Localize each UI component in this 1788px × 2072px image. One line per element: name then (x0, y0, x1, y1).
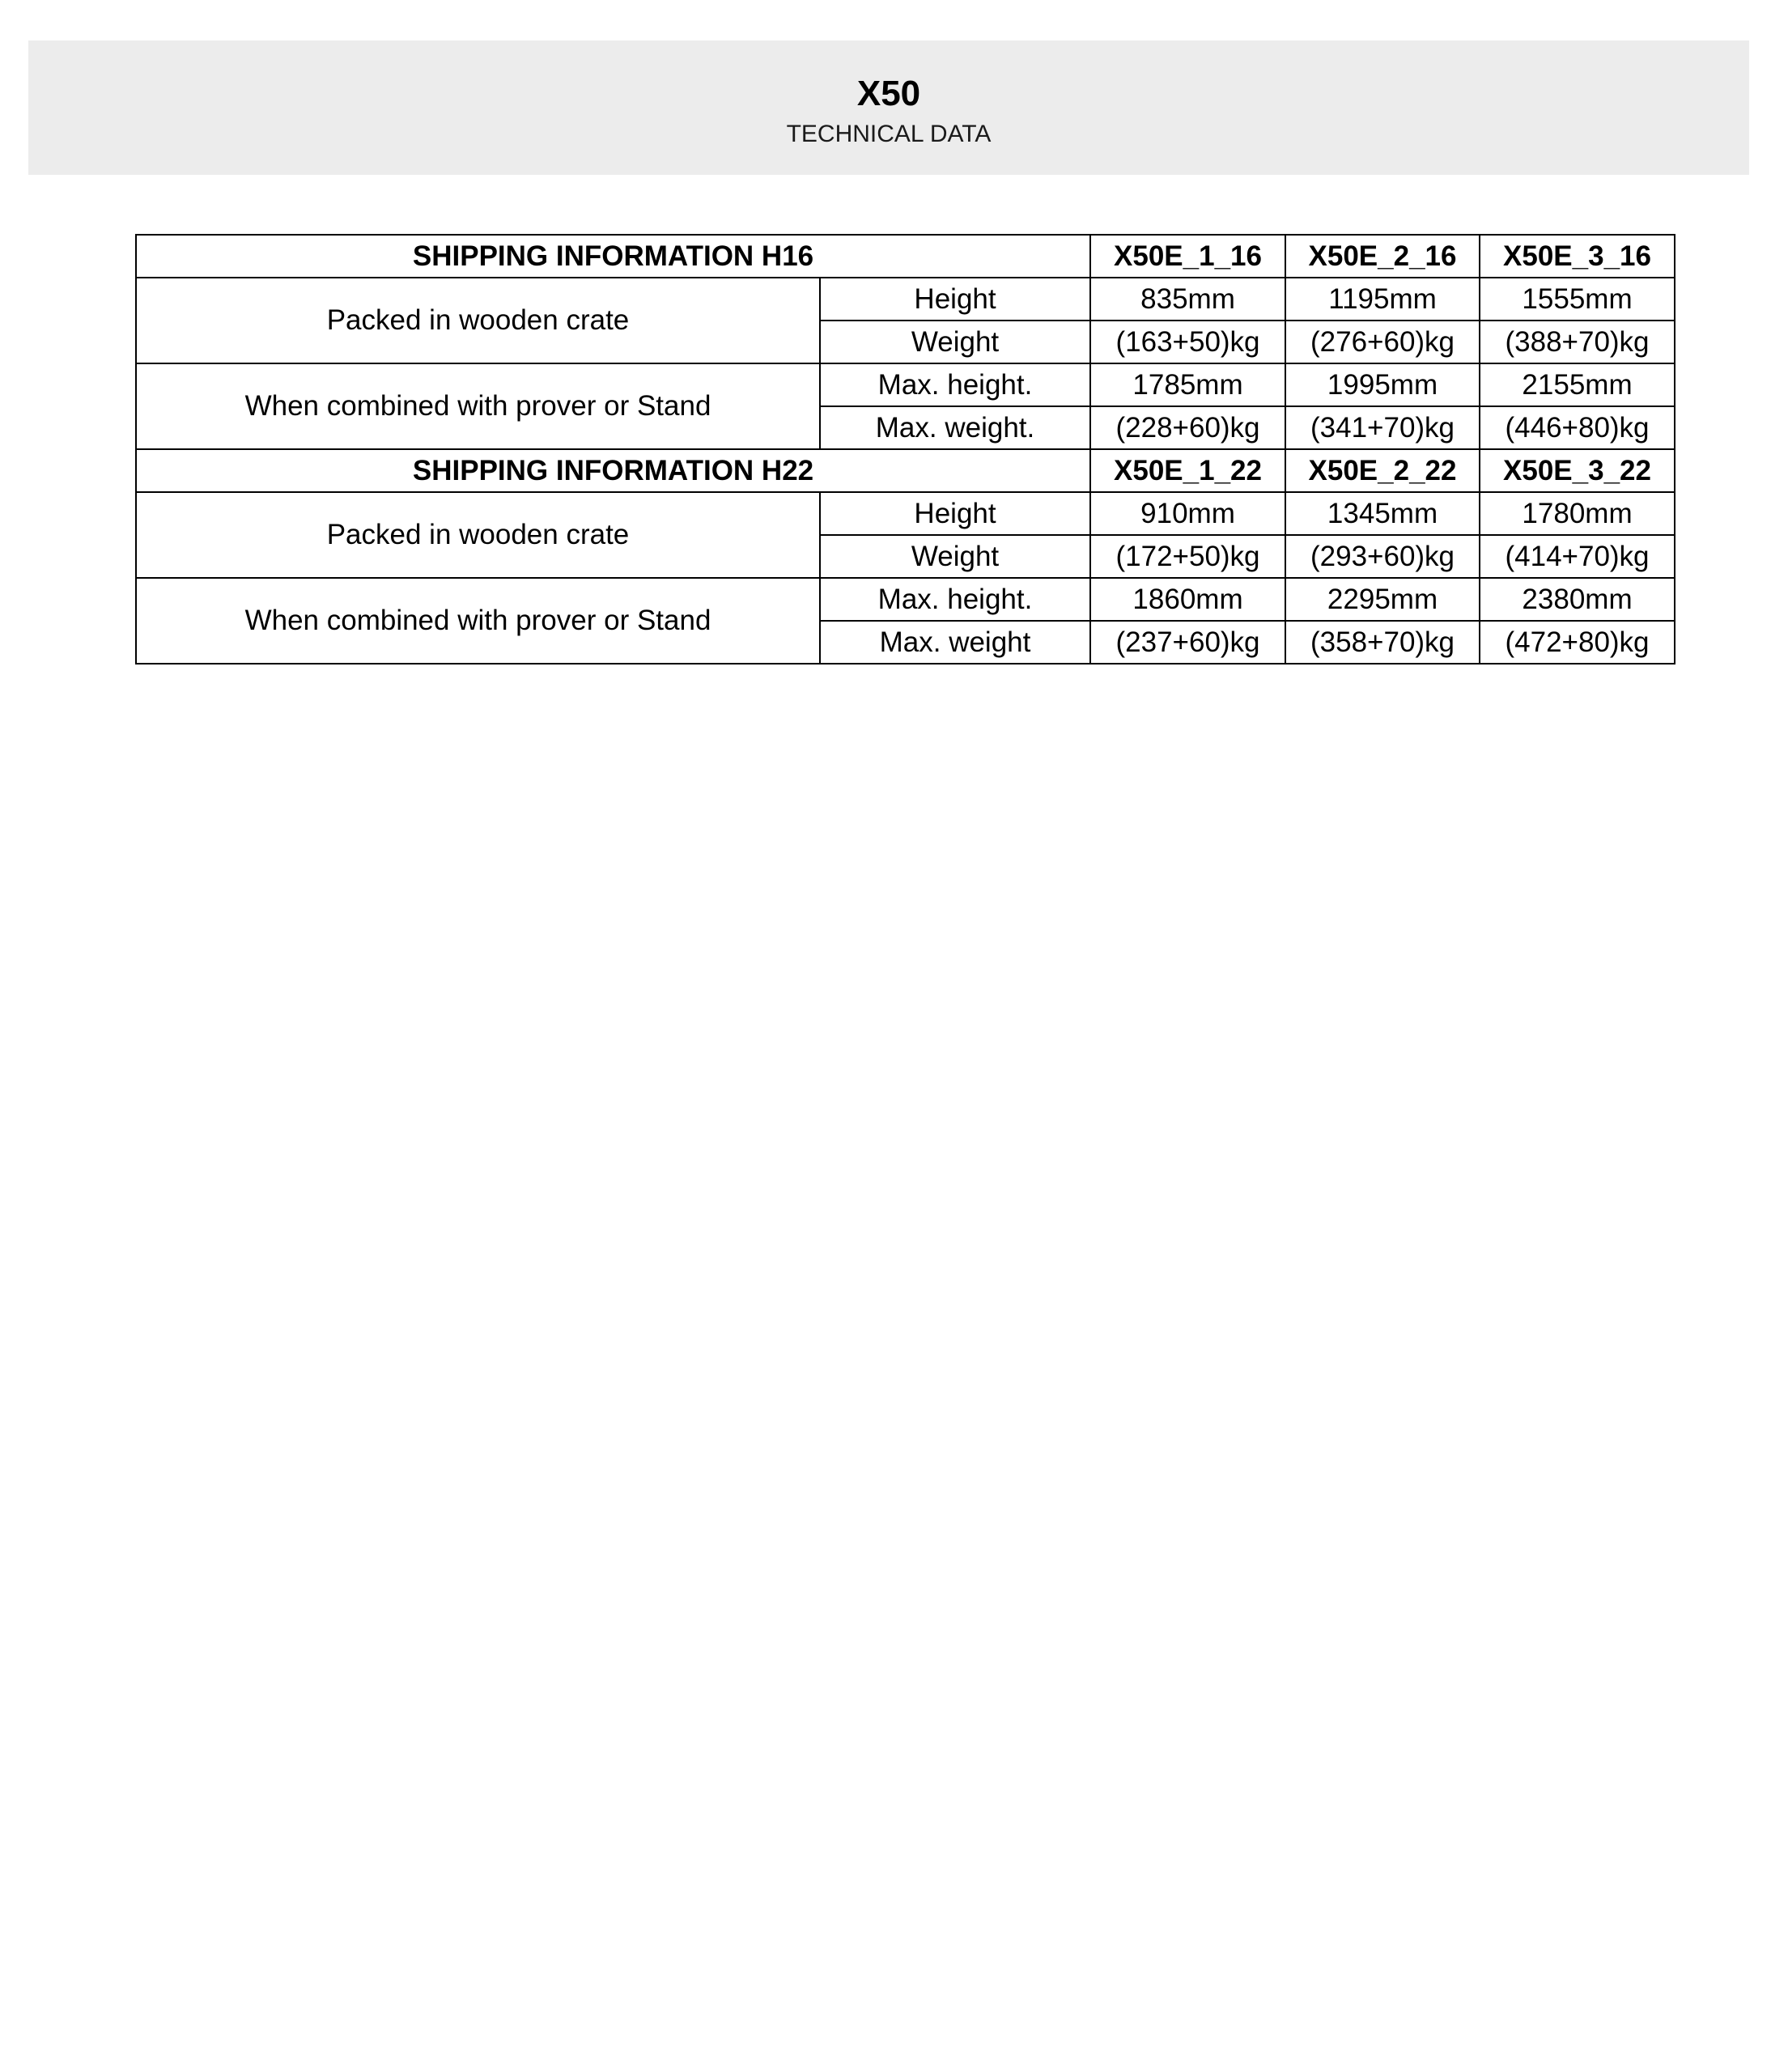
value-cell: 1195mm (1285, 278, 1480, 321)
param-label: Max. height. (820, 363, 1090, 406)
table-row (136, 363, 1675, 406)
value-cell: (341+70)kg (1285, 406, 1480, 449)
value-cell: (446+80)kg (1480, 406, 1675, 449)
value-cell: 2380mm (1480, 578, 1675, 621)
model-header: X50E_1_22 (1090, 449, 1285, 492)
value-cell: (228+60)kg (1090, 406, 1285, 449)
section-header-row (136, 235, 1675, 278)
table-row (136, 492, 1675, 535)
table-row (136, 578, 1675, 621)
param-label: Height (820, 492, 1090, 535)
value-cell: 835mm (1090, 278, 1285, 321)
table-row (136, 278, 1675, 321)
header-band (28, 40, 1749, 175)
param-label: Weight (820, 321, 1090, 363)
shipping-info-table (135, 234, 1675, 664)
value-cell: (276+60)kg (1285, 321, 1480, 363)
value-cell: 1345mm (1285, 492, 1480, 535)
value-cell: (172+50)kg (1090, 535, 1285, 578)
param-label: Weight (820, 535, 1090, 578)
value-cell: (388+70)kg (1480, 321, 1675, 363)
value-cell: 1555mm (1480, 278, 1675, 321)
value-cell: (414+70)kg (1480, 535, 1675, 578)
section-title: SHIPPING INFORMATION H16 (136, 235, 1090, 278)
model-header: X50E_1_16 (1090, 235, 1285, 278)
model-header: X50E_2_22 (1285, 449, 1480, 492)
value-cell: 2155mm (1480, 363, 1675, 406)
page-subtitle: TECHNICAL DATA (786, 121, 992, 147)
group-label: When combined with prover or Stand (136, 578, 820, 664)
value-cell: (237+60)kg (1090, 621, 1285, 664)
value-cell: 1860mm (1090, 578, 1285, 621)
value-cell: (293+60)kg (1285, 535, 1480, 578)
value-cell: 910mm (1090, 492, 1285, 535)
model-header: X50E_3_16 (1480, 235, 1675, 278)
param-label: Max. weight. (820, 406, 1090, 449)
group-label: Packed in wooden crate (136, 492, 820, 578)
value-cell: (472+80)kg (1480, 621, 1675, 664)
group-label: Packed in wooden crate (136, 278, 820, 363)
model-header: X50E_2_16 (1285, 235, 1480, 278)
value-cell: 1995mm (1285, 363, 1480, 406)
value-cell: 1785mm (1090, 363, 1285, 406)
value-cell: 2295mm (1285, 578, 1480, 621)
value-cell: 1780mm (1480, 492, 1675, 535)
group-label: When combined with prover or Stand (136, 363, 820, 449)
param-label: Max. height. (820, 578, 1090, 621)
page-title: X50 (856, 74, 921, 113)
model-header: X50E_3_22 (1480, 449, 1675, 492)
section-header-row (136, 449, 1675, 492)
section-title: SHIPPING INFORMATION H22 (136, 449, 1090, 492)
param-label: Height (820, 278, 1090, 321)
value-cell: (358+70)kg (1285, 621, 1480, 664)
param-label: Max. weight (820, 621, 1090, 664)
value-cell: (163+50)kg (1090, 321, 1285, 363)
